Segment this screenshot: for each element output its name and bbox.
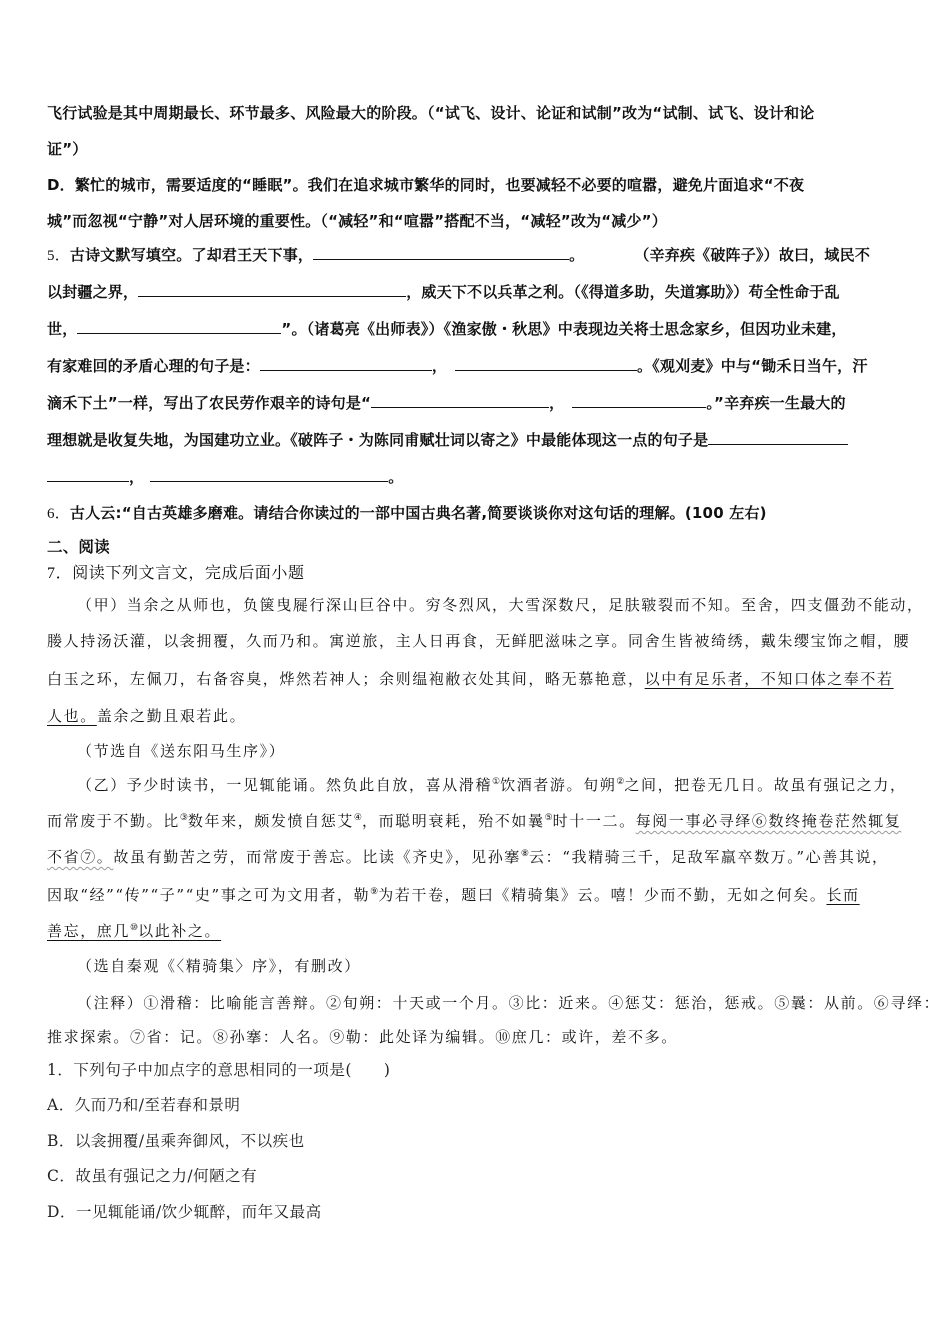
choice-d[interactable]: D．一见辄能诵/饮少辄醉，而年又最高: [47, 1203, 322, 1221]
option-label: D．: [47, 176, 75, 194]
footnote-ref: ⑤: [544, 813, 553, 823]
choice-b[interactable]: B．以衾拥覆/虽乘奔御风，不以疾也: [47, 1132, 305, 1150]
footnote-ref: ⑨: [370, 887, 379, 897]
q4-explanation-line2: 证”）: [47, 140, 88, 158]
choice-a[interactable]: A．久而乃和/至若春和景明: [47, 1096, 241, 1114]
q5-line3: 世， ”。（诸葛亮《出师表》）《渔家傲・秋思》中表现边关将士思念家乡，但因功业未建，: [47, 320, 847, 338]
q5-line1: 5．古诗文默写填空。了却君王天下事， 。 （辛弃疾《破阵子》）故曰，域民不: [47, 246, 871, 264]
jia-line3: 白玉之环，左佩刀，右备容臭，烨然若神人；余则缊袍敝衣处其间，略无慕艳意，以中有足乐者，不知口体之奉不若: [47, 670, 894, 688]
jia-line4: 人也。盖余之勤且艰若此。: [47, 707, 247, 725]
jia-line1: （甲）当余之从师也，负箧曳屣行深山巨谷中。穷冬烈风，大雪深数尺，足肤皲裂而不知。至舍，四支僵劲不能动，: [77, 596, 924, 614]
underlined-sentence: 长而: [826, 886, 860, 904]
q4-option-d-line1: D．繁忙的城市，需要适度的“睡眠”。我们在追求城市繁华的同时，也要减轻不必要的喧嚣，避免片面追求“不夜: [47, 176, 805, 194]
choice-label: B．: [47, 1132, 75, 1150]
question-number: 5．: [47, 248, 70, 264]
notes-line2: 推求探索。⑦省：记。⑧孙搴：人名。⑨勒：此处译为编辑。⑩庶几：或许，差不多。: [47, 1028, 678, 1046]
q5-line5: 滴禾下土”一样，写出了农民劳作艰辛的诗句是“ ， 。”辛弃疾一生最大的: [47, 394, 846, 412]
subquestion-stem: 1．下列句子中加点字的意思相同的一项是( ): [47, 1061, 391, 1079]
q5-line7: ， 。: [47, 466, 403, 487]
q7-prompt: 7．阅读下列文言文，完成后面小题: [47, 565, 305, 582]
yi-line3: 不省⑦。故虽有勤苦之劳，而常废于善忘。比读《齐史》，见孙搴⑧云：“我精骑三千，足敌军羸卒数万。”心善其说，: [47, 848, 889, 866]
section-heading: 二、阅读: [47, 538, 110, 556]
choice-label: C．: [47, 1167, 76, 1185]
answer-blank[interactable]: [77, 319, 281, 334]
yi-line5: [47, 920, 221, 941]
choice-label: A．: [47, 1096, 75, 1114]
answer-blank[interactable]: [138, 282, 406, 297]
choice-c[interactable]: C．故虽有强记之力/何陋之有: [47, 1167, 258, 1185]
answer-blank[interactable]: [47, 467, 129, 482]
footnote-ref: ④: [353, 813, 362, 823]
underlined-sentence: 人也。: [47, 707, 97, 725]
q4-option-d-line2: 城”而忽视“宁静”对人居环境的重要性。（“减轻”和“喧嚣”搭配不当，“减轻”改为“减少”）: [47, 212, 667, 230]
yi-line4: 因取“经”“传”“子”“史”事之可为文用者，勒⑨为若干卷，题曰《精骑集》云。嘻！少而不勤，无如之何矣。长而: [47, 886, 860, 904]
answer-blank[interactable]: [455, 356, 637, 371]
yi-source: （选自秦观《〈精骑集〉序》，有删改）: [77, 957, 361, 975]
q6-line: 6．古人云:“自古英雄多磨难。请结合你读过的一部中国古典名著,简要谈谈你对这句话的理解。(100 左右): [47, 504, 767, 522]
answer-blank[interactable]: [313, 245, 569, 260]
answer-blank[interactable]: [572, 393, 706, 408]
answer-blank[interactable]: [260, 356, 432, 371]
answer-blank[interactable]: [708, 430, 848, 445]
q5-line2: 以封疆之界， ，威天下不以兵革之利。（《得道多助，失道寡助》）苟全性命于乱: [47, 283, 840, 301]
notes-line1: （注释）①滑稽：比喻能言善辩。②旬朔：十天或一个月。③比：近来。④惩艾：惩治，惩戒。⑤曩：从前。⑥寻绎：: [77, 994, 941, 1012]
yi-line1: （乙）予少时读书，一见辄能诵。然负此自放，喜从滑稽①饮酒者游。旬朔②之间，把卷无几日。故虽有强记之力，: [77, 776, 907, 794]
footnote-ref: ⑩: [130, 923, 139, 933]
answer-blank[interactable]: [150, 467, 388, 482]
footnote-ref: ③: [179, 813, 188, 823]
answer-blank[interactable]: [371, 393, 549, 408]
wavy-underlined-sentence: 不省⑦。: [47, 848, 114, 866]
yi-line2: 而常废于不勤。比③数年来，颇发愤自惩艾④，而聪明衰耗，殆不如曩⑤时十一二。每阅一事必寻绎⑥数终掩卷茫然辄复: [47, 812, 902, 830]
q4-explanation-line1: 飞行试验是其中周期最长、环节最多、风险最大的阶段。（“试飞、设计、论证和试制”改为“试制、试飞、设计和论: [47, 104, 815, 122]
underlined-sentence: 以中有足乐者，不知口体之奉不若: [644, 670, 894, 688]
q5-line6: 理想就是收复失地，为国建功立业。《破阵子・为陈同甫赋壮词以寄之》中最能体现这一点的句子是: [47, 429, 848, 450]
footnote-ref: ⑧: [520, 849, 529, 859]
q5-line4: 有家难回的矛盾心理的句子是： ， 。《观刈麦》中与“锄禾日当午，汗: [47, 357, 868, 375]
question-number: 6．: [47, 506, 70, 522]
underlined-sentence: 善忘，庶几⑩以此补之。: [47, 922, 222, 940]
jia-line2: 媵人持汤沃灌，以衾拥覆，久而乃和。寓逆旅，主人日再食，无鲜肥滋味之享。同舍生皆被绮绣，戴朱缨宝饰之帽，腰: [47, 632, 911, 650]
footnote-ref: ①: [492, 777, 501, 787]
choice-label: D．: [47, 1203, 76, 1221]
footnote-ref: ②: [616, 777, 625, 787]
jia-source: （节选自《送东阳马生序》）: [77, 742, 286, 760]
wavy-underlined-sentence: 每阅一事必寻绎⑥数终掩卷茫然辄复: [635, 812, 902, 830]
question-number: 7．: [47, 565, 73, 582]
